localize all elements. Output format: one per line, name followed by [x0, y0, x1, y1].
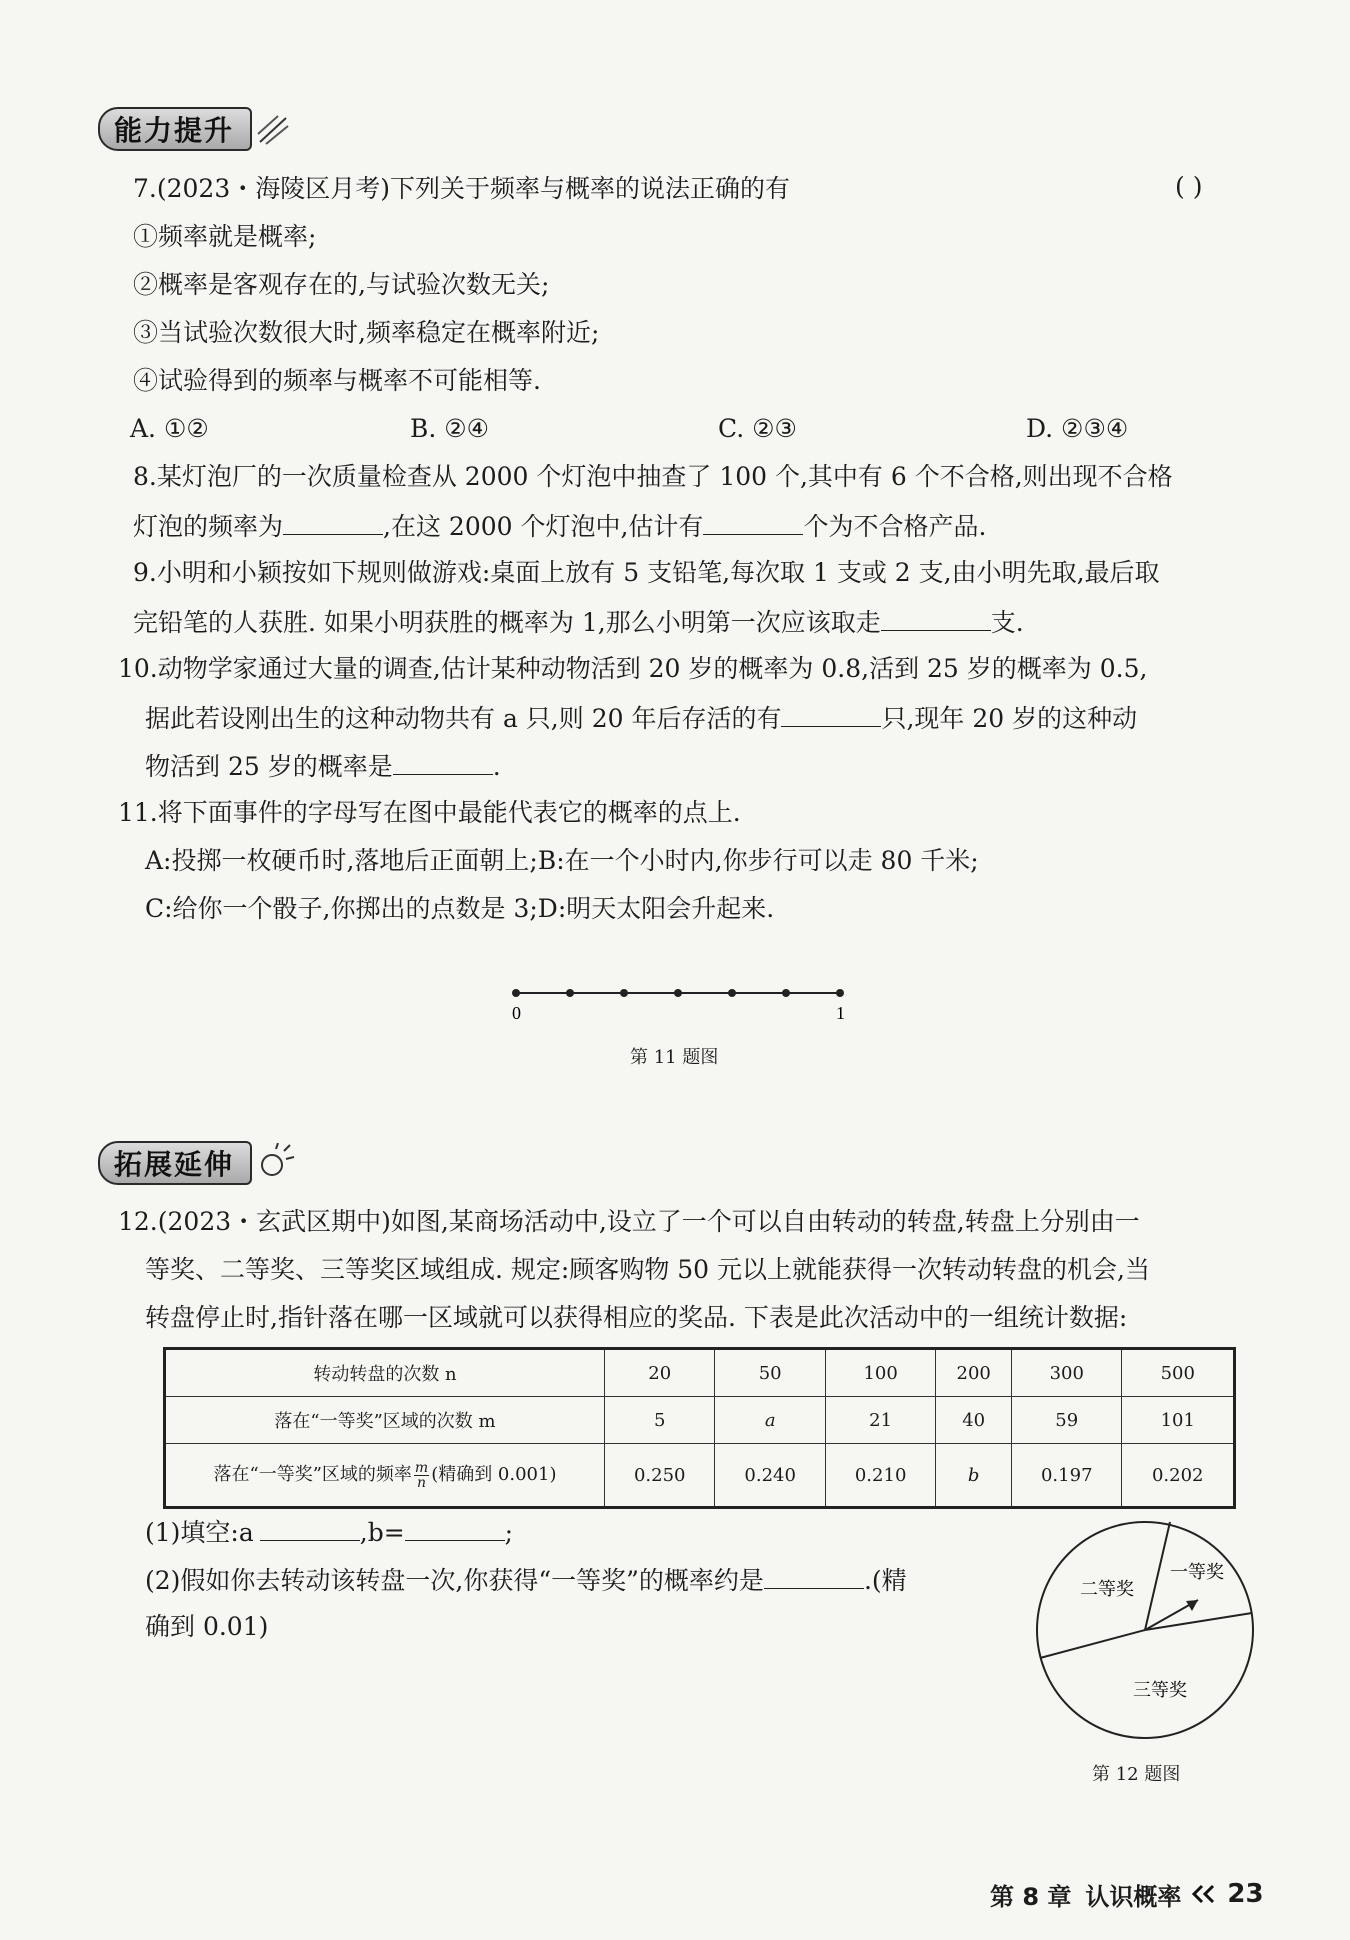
- q8-blank-2[interactable]: [703, 508, 803, 535]
- fraction-m-over-n: [414, 1461, 429, 1490]
- table-cell: 500: [1122, 1349, 1235, 1397]
- q7-option-d[interactable]: D. ②③④: [1026, 414, 1129, 443]
- q11-events-line-1: A:投掷一枚硬币时,落地后正面朝上;B:在一个小时内,你步行可以走 80 千米;: [145, 846, 979, 875]
- q7-statement-2: ②概率是客观存在的,与试验次数无关;: [133, 270, 550, 299]
- table-cell: 5: [605, 1397, 715, 1444]
- statistics-table: [163, 1347, 1236, 1509]
- q11-events-line-2: C:给你一个骰子,你掷出的点数是 3;D:明天太阳会升起来.: [145, 894, 775, 923]
- q8-line-2: [133, 508, 986, 544]
- table-cell: 101: [1122, 1397, 1235, 1444]
- point-1[interactable]: [566, 989, 574, 997]
- footer-title: 认识概率: [1085, 1882, 1182, 1911]
- wheel-label-third: 三等奖: [1133, 1680, 1187, 1701]
- table-cell: 0.210: [825, 1444, 935, 1508]
- table-row-label: [165, 1444, 605, 1508]
- table-cell: 300: [1012, 1349, 1122, 1397]
- table-cell: 100: [825, 1349, 935, 1397]
- q12-sub-1: [145, 1514, 513, 1550]
- q7-statement-1: ①频率就是概率;: [133, 222, 317, 251]
- q7-answer-paren[interactable]: ( ): [1175, 172, 1203, 201]
- wheel-label-second: 二等奖: [1080, 1579, 1134, 1600]
- wheel-label-first: 一等奖: [1170, 1562, 1224, 1583]
- probability-number-line: [500, 975, 860, 1025]
- table-cell: 0.250: [605, 1444, 715, 1508]
- q11-caption: 第 11 题图: [630, 1047, 719, 1068]
- freq-label-pre: 落在“一等奖”区域的频率: [213, 1464, 412, 1486]
- table-row: [165, 1349, 1235, 1397]
- point-0[interactable]: [512, 989, 520, 997]
- q9-line-1: 9.小明和小颖按如下规则做游戏:桌面上放有 5 支铅笔,每次取 1 支或 2 支,由小明先取,最后取: [133, 558, 1160, 587]
- q12-sub1-text-a: (1)填空:a: [145, 1518, 254, 1547]
- axis-label-end: 1: [836, 1003, 845, 1023]
- q7-option-a[interactable]: A. ①②: [130, 414, 209, 443]
- footer-chapter: 第 8 章: [990, 1882, 1072, 1911]
- lightbulb-icon: [256, 1143, 296, 1183]
- q12-sub-2: [145, 1562, 907, 1598]
- q10-blank-2[interactable]: [393, 748, 493, 775]
- table-row-label: 转动转盘的次数 n: [165, 1349, 605, 1397]
- q12-sub1-text-b: ,b=: [359, 1518, 405, 1547]
- sparkle-icon: [256, 112, 292, 146]
- q10-line-1: 10.动物学家通过大量的调查,估计某种动物活到 20 岁的概率为 0.8,活到 25 岁的概率为 0.5,: [118, 654, 1148, 683]
- section-header-extension: [98, 1140, 296, 1186]
- double-chevron-left-icon: [1191, 1884, 1217, 1904]
- q10-text-c: 物活到 25 岁的概率是: [145, 752, 393, 781]
- q12-line-1: 12.(2023・玄武区期中)如图,某商场活动中,设立了一个可以自由转动的转盘,转盘上分别由一: [118, 1207, 1140, 1236]
- q12-sub-2-cont: 确到 0.01): [145, 1612, 269, 1641]
- q8-text-b: ,在这 2000 个灯泡中,估计有: [383, 512, 704, 541]
- q10-text-b: 只,现年 20 岁的这种动: [881, 704, 1138, 733]
- table-cell: b: [936, 1444, 1012, 1508]
- q9-line-2: [133, 604, 1024, 640]
- q9-text-a: 完铅笔的人获胜. 如果小明获胜的概率为 1,那么小明第一次应该取走: [133, 608, 881, 637]
- table-cell: 21: [825, 1397, 935, 1444]
- q12-blank-b[interactable]: [405, 1514, 505, 1541]
- q10-text-d: .: [492, 752, 501, 781]
- q12-caption: 第 12 题图: [1092, 1764, 1181, 1785]
- point-4[interactable]: [728, 989, 736, 997]
- q8-text-a: 灯泡的频率为: [133, 512, 284, 541]
- q11-stem: 11.将下面事件的字母写在图中最能代表它的概率的点上.: [118, 798, 741, 827]
- q8-line-1: 8.某灯泡厂的一次质量检查从 2000 个灯泡中抽查了 100 个,其中有 6 个不合格,则出现不合格: [133, 462, 1173, 491]
- point-5[interactable]: [782, 989, 790, 997]
- table-cell: 59: [1012, 1397, 1122, 1444]
- q12-sub1-text-c: ;: [504, 1518, 514, 1547]
- table-row: [165, 1397, 1235, 1444]
- q10-blank-1[interactable]: [781, 700, 881, 727]
- q7-statement-3: ③当试验次数很大时,频率稳定在概率附近;: [133, 318, 600, 347]
- q9-text-b: 支.: [990, 608, 1024, 637]
- table-row-label: 落在“一等奖”区域的次数 m: [165, 1397, 605, 1444]
- table-cell: 0.202: [1122, 1444, 1235, 1508]
- q7-statement-4: ④试验得到的频率与概率不可能相等.: [133, 366, 541, 395]
- q7-option-b[interactable]: B. ②④: [410, 414, 490, 443]
- table-cell: 200: [936, 1349, 1012, 1397]
- q7-stem: 7.(2023・海陵区月考)下列关于频率与概率的说法正确的有: [133, 174, 790, 203]
- table-cell: 40: [936, 1397, 1012, 1444]
- table-cell: a: [715, 1397, 825, 1444]
- section-header-ability: [98, 106, 292, 152]
- table-cell: 20: [605, 1349, 715, 1397]
- q12-sub2-text-a: (2)假如你去转动该转盘一次,你获得“一等奖”的概率约是: [145, 1566, 764, 1595]
- section-title-ability: 能力提升: [98, 107, 252, 151]
- q12-blank-a[interactable]: [260, 1514, 360, 1541]
- page-footer: [990, 1877, 1264, 1911]
- q9-blank[interactable]: [881, 604, 991, 631]
- q12-sub2-text-b: .(精: [863, 1566, 907, 1595]
- q12-line-2: 等奖、二等奖、三等奖区域组成. 规定:顾客购物 50 元以上就能获得一次转动转盘的机会,当: [145, 1255, 1150, 1284]
- freq-label-post: (精确到 0.001): [431, 1464, 557, 1486]
- axis-label-start: 0: [512, 1003, 521, 1023]
- page-number: 23: [1227, 1879, 1264, 1909]
- table-cell: 0.197: [1012, 1444, 1122, 1508]
- table-row: [165, 1444, 1235, 1508]
- q12-line-3: 转盘停止时,指针落在哪一区域就可以获得相应的奖品. 下表是此次活动中的一组统计数据:: [145, 1303, 1128, 1332]
- table-cell: 0.240: [715, 1444, 825, 1508]
- point-6[interactable]: [836, 989, 844, 997]
- fraction-numerator: m: [414, 1459, 429, 1476]
- prize-wheel-diagram: [1030, 1515, 1260, 1745]
- q10-line-2: [145, 700, 1137, 736]
- fraction-denominator: n: [417, 1474, 427, 1491]
- q8-blank-1[interactable]: [283, 508, 383, 535]
- q10-line-3: [145, 748, 501, 784]
- q8-text-c: 个为不合格产品.: [803, 512, 987, 541]
- q7-option-c[interactable]: C. ②③: [718, 414, 797, 443]
- q12-blank-c[interactable]: [764, 1562, 864, 1589]
- point-3[interactable]: [674, 989, 682, 997]
- q10-text-a: 据此若设刚出生的这种动物共有 a 只,则 20 年后存活的有: [145, 704, 782, 733]
- section-title-extension: 拓展延伸: [98, 1141, 252, 1185]
- point-2[interactable]: [620, 989, 628, 997]
- table-cell: 50: [715, 1349, 825, 1397]
